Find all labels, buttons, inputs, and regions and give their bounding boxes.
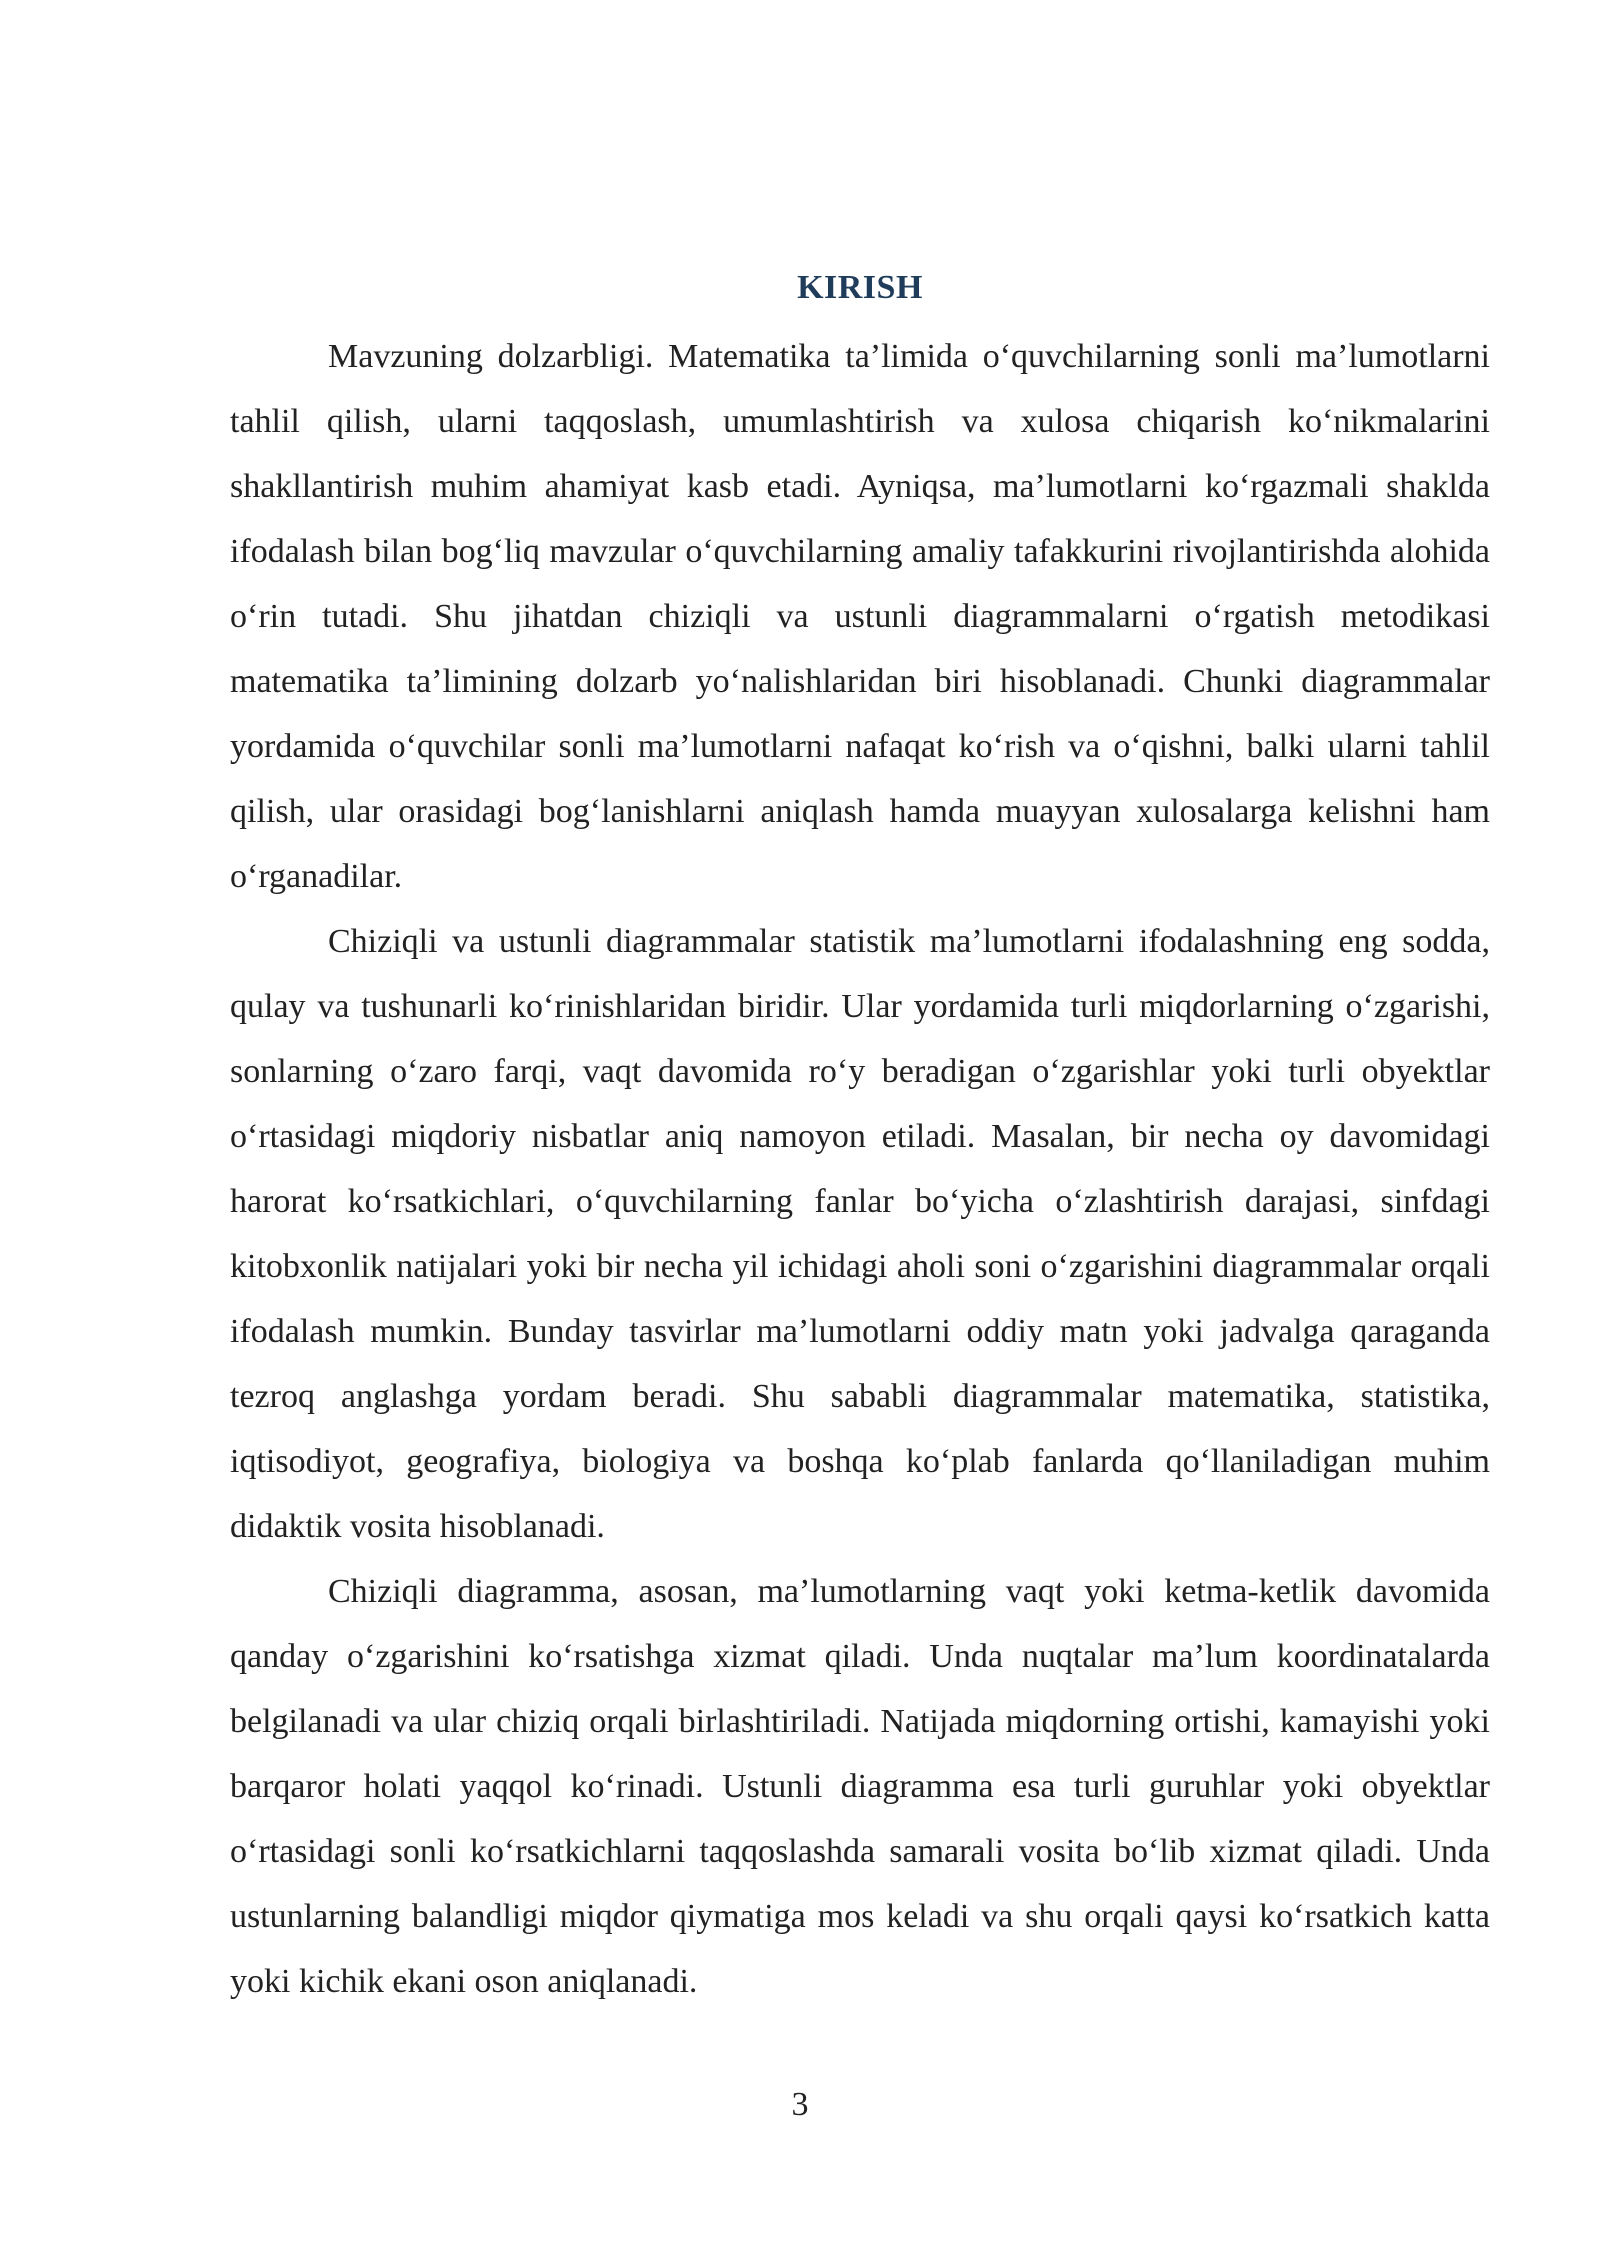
page-content xyxy=(230,262,1490,2014)
page-number: 3 xyxy=(791,2086,809,2123)
paragraph-line-and-bar-diagrams: Chiziqli diagramma, asosan, ma’lumotlarning vaqt yoki ketma-ketlik davomida qanday o‘zgarishini ko‘rsatishga xizmat qiladi. Unda nuqtalar ma’lum koordinatalarda belgilanadi va ular chiziq orqali birlashtiriladi. Natijada miqdorning ortishi, kamayishi yoki barqaror holati yaqqol ko‘rinadi. Ustunli diagramma esa turli guruhlar yoki obyektlar o‘rtasidagi sonli ko‘rsatkichlarni taqqoslashda samarali vosita bo‘lib xizmat qiladi. Unda ustunlarning balandligi miqdor qiymatiga mos keladi va shu orqali qaysi ko‘rsatkich katta yoki kichik ekani oson aniqlanadi. xyxy=(230,1573,1490,2000)
paragraph-relevance: Mavzuning dolzarbligi. Matematika ta’limida o‘quvchilarning sonli ma’lumotlarni tahlil qilish, ularni taqqoslash, umumlashtirish va xulosa chiqarish ko‘nikmalarini shakllantirish muhim ahamiyat kasb etadi. Ayniqsa, ma’lumotlarni ko‘rgazmali shaklda ifodalash bilan bog‘liq mavzular o‘quvchilarning amaliy tafakkurini rivojlantirishda alohida o‘rin tutadi. Shu jihatdan chiziqli va ustunli diagrammalarni o‘rgatish metodikasi matematika ta’limining dolzarb yo‘nalishlaridan biri hisoblanadi. Chunki diagrammalar yordamida o‘quvchilar sonli ma’lumotlarni nafaqat ko‘rish va o‘qishni, balki ularni tahlil qilish, ular orasidagi bog‘lanishlarni aniqlash hamda muayyan xulosalarga kelishni ham o‘rganadilar. xyxy=(230,338,1490,895)
paragraph-diagram-types: Chiziqli va ustunli diagrammalar statistik ma’lumotlarni ifodalashning eng sodda, qulay va tushunarli ko‘rinishlaridan biridir. Ular yordamida turli miqdorlarning o‘zgarishi, sonlarning o‘zaro farqi, vaqt davomida ro‘y beradigan o‘zgarishlar yoki turli obyektlar o‘rtasidagi miqdoriy nisbatlar aniq namoyon etiladi. Masalan, bir necha oy davomidagi harorat ko‘rsatkichlari, o‘quvchilarning fanlar bo‘yicha o‘zlashtirish darajasi, sinfdagi kitobxonlik natijalari yoki bir necha yil ichidagi aholi soni o‘zgarishini diagrammalar orqali ifodalash mumkin. Bunday tasvirlar ma’lumotlarni oddiy matn yoki jadvalga qaraganda tezroq anglashga yordam beradi. Shu sababli diagrammalar matematika, statistika, iqtisodiyot, geografiya, biologiya va boshqa ko‘plab fanlarda qo‘llaniladigan muhim didaktik vosita hisoblanadi. xyxy=(230,923,1490,1545)
page-title: KIRISH xyxy=(797,269,923,306)
